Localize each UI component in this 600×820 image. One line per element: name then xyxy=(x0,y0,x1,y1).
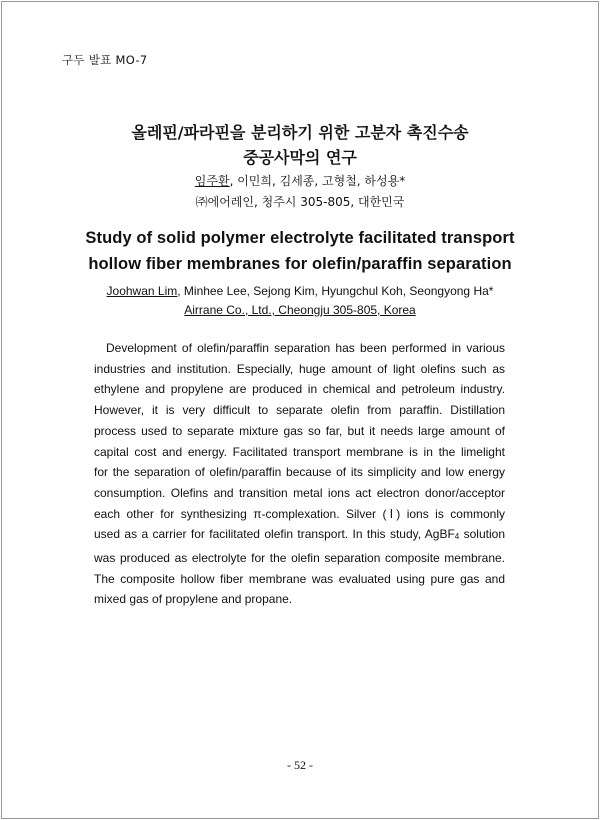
english-title-line1: Study of solid polymer electrolyte facilitated transport xyxy=(85,229,515,247)
abstract-line: was produced as electrolyte for the olefin separation composite membrane. xyxy=(94,551,505,566)
abstract-line: Development of olefin/paraffin separation has been performed in various xyxy=(106,341,505,355)
abstract-line: for the separation of olefin/paraffin because of its simplicity and low energy xyxy=(94,465,505,480)
english-affiliation xyxy=(0,303,600,317)
abstract-line xyxy=(94,524,505,548)
abstract-line: The composite hollow fiber membrane was evaluated using pure gas and xyxy=(94,571,505,586)
english-affiliation-text: Airrane Co., Ltd., Cheongju 305-805, Korea xyxy=(184,303,416,317)
english-title-line2: hollow fiber membranes for olefin/paraffin separation xyxy=(88,255,512,273)
korean-title-line2: 중공사막의 연구 xyxy=(243,148,357,167)
korean-title-line1: 올레핀/파라핀을 분리하기 위한 고분자 촉진수송 xyxy=(131,123,469,142)
korean-coauthors: , 이민희, 김세종, 고형철, 하성용* xyxy=(229,174,406,188)
abstract-line: process used to separate mixture gas so far, but it needs large amount of xyxy=(94,423,505,438)
korean-presenting-author: 임주환 xyxy=(194,174,230,188)
abstract-line: However, it is very difficult to separate olefin from paraffin. Distillation xyxy=(94,403,505,418)
page-number: - 52 - xyxy=(287,758,313,772)
session-label: 구두 발표 MO-7 xyxy=(62,53,148,67)
abstract-line: ethylene and propylene are produced in chemical and petroleum industry. xyxy=(94,382,505,397)
abstract-line: mixed gas of propylene and propane. xyxy=(94,592,293,607)
abstract-line10-tail: solution xyxy=(459,527,505,542)
subscript-4: 4 xyxy=(454,532,460,542)
abstract-line: each other for synthesizing π-complexation. Silver (Ⅰ) ions is commonly xyxy=(94,506,505,521)
abstract-line: capital cost and energy. Facilitated transport membrane is in the limelight xyxy=(94,444,505,459)
english-coauthors: , Minhee Lee, Sejong Kim, Hyungchul Koh, Seongyong Ha* xyxy=(177,284,494,298)
abstract-line: consumption. Olefins and transition metal ions act electron donor/acceptor xyxy=(94,485,505,500)
abstract xyxy=(94,338,505,610)
english-presenting-author: Joohwan Lim xyxy=(106,284,178,298)
abstract-line10-text: used as a carrier for facilitated olefin transport. In this study, AgBF xyxy=(94,527,455,542)
korean-affiliation: ㈜에어레인, 청주시 305-805, 대한민국 xyxy=(195,195,405,209)
abstract-line: industries and institution. Especially, huge amount of light olefins such as xyxy=(94,361,505,376)
english-authors xyxy=(0,284,600,298)
korean-authors xyxy=(0,172,600,189)
